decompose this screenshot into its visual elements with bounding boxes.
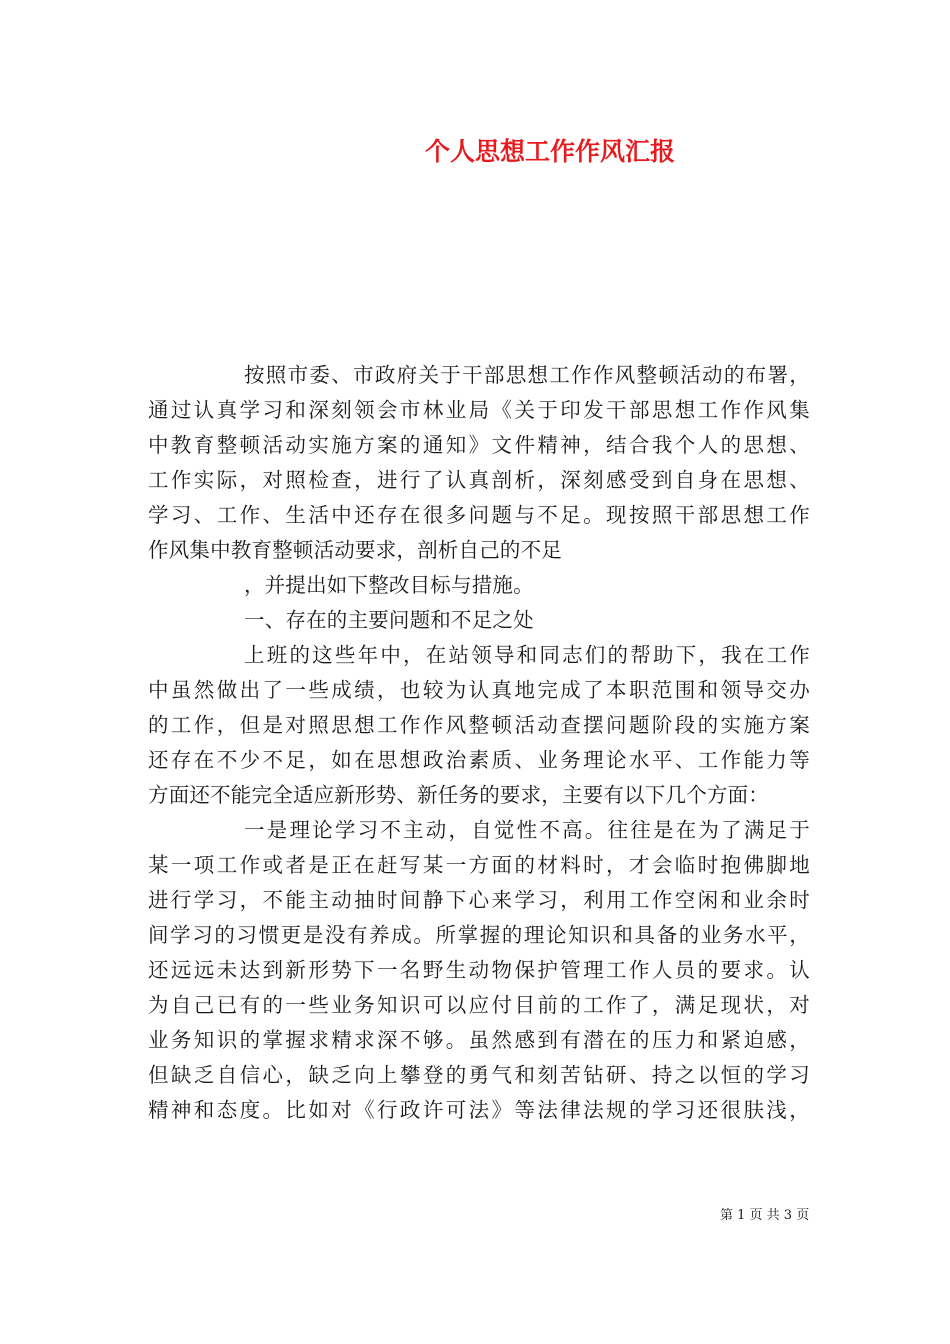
body-line: 工作实际，对照检查，进行了认真剖析，深刻感受到自身在思想、 <box>148 468 810 492</box>
body-line: 间学习的习惯更是没有养成。所掌握的理论知识和具备的业务水平， <box>148 923 810 947</box>
body-line: 按照市委、市政府关于干部思想工作作风整顿活动的布署， <box>244 363 810 387</box>
body-line: 精神和态度。比如对《行政许可法》等法律法规的学习还很肤浅， <box>148 1098 810 1122</box>
body-line: 学习、工作、生活中还存在很多问题与不足。现按照干部思想工作 <box>148 503 810 527</box>
body-line: 通过认真学习和深刻领会市林业局《关于印发干部思想工作作风集 <box>148 398 810 422</box>
body-line: 方面还不能完全适应新形势、新任务的要求，主要有以下几个方面： <box>148 783 769 807</box>
body-line: 上班的这些年中，在站领导和同志们的帮助下，我在工作 <box>244 643 810 667</box>
body-line: 一、存在的主要问题和不足之处 <box>244 608 534 632</box>
body-line: 作风集中教育整顿活动要求，剖析自己的不足 <box>148 538 562 562</box>
body-line: 还远远未达到新形势下一名野生动物保护管理工作人员的要求。认 <box>148 958 810 982</box>
document-title: 个人思想工作作风汇报 <box>424 137 675 166</box>
body-line: 进行学习，不能主动抽时间静下心来学习，利用工作空闲和业余时 <box>148 888 810 912</box>
body-line: 中教育整顿活动实施方案的通知》文件精神，结合我个人的思想、 <box>148 433 810 457</box>
body-line: 为自己已有的一些业务知识可以应付目前的工作了，满足现状，对 <box>148 993 810 1017</box>
body-line: 还存在不少不足，如在思想政治素质、业务理论水平、工作能力等 <box>148 748 810 772</box>
body-line: 中虽然做出了一些成绩，也较为认真地完成了本职范围和领导交办 <box>148 678 810 702</box>
body-line: 的工作，但是对照思想工作作风整顿活动查摆问题阶段的实施方案 <box>148 713 810 737</box>
page-number-footer: 第 1 页 共 3 页 <box>720 1208 810 1223</box>
document-body <box>148 358 810 1128</box>
body-line: ，并提出如下整改目标与措施。 <box>244 573 534 597</box>
body-line: 但缺乏自信心，缺乏向上攀登的勇气和刻苦钻研、持之以恒的学习 <box>148 1063 810 1087</box>
body-line: 某一项工作或者是正在赶写某一方面的材料时，才会临时抱佛脚地 <box>148 853 810 877</box>
body-line: 业务知识的掌握求精求深不够。虽然感到有潜在的压力和紧迫感， <box>148 1028 810 1052</box>
body-line: 一是理论学习不主动，自觉性不高。往往是在为了满足于 <box>244 818 810 842</box>
